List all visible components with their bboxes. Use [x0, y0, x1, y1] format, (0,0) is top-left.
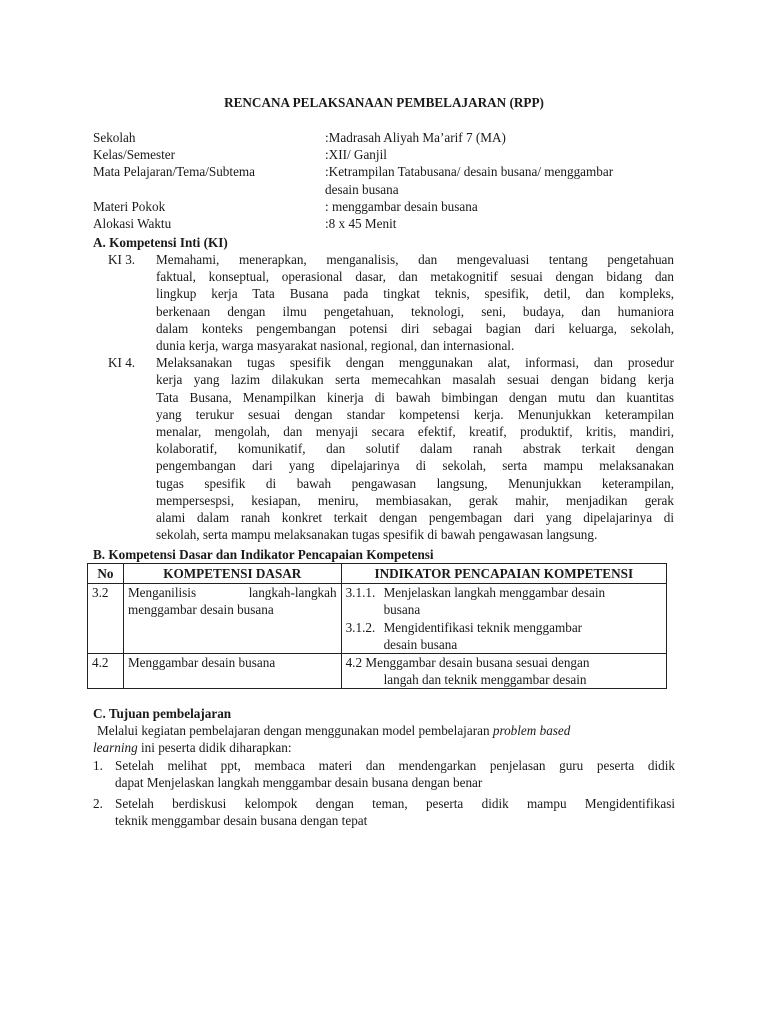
text-line: menggambar desain busana — [127, 602, 274, 618]
text-line: dalam konteks pengembangan potensi diri sebagai bagian dari keluarga, sekolah, — [156, 320, 674, 336]
column-header: INDIKATOR PENCAPAIAN KOMPETENSI — [341, 564, 666, 584]
section-heading-ki: A. Kompetensi Inti (KI) — [93, 235, 228, 250]
text-line: lingkup kerja Tata Busana pada tingkat teknis, spesifik, detil, dan kompleks, — [156, 286, 674, 302]
list-text — [115, 757, 675, 791]
intro-italic: problem based — [492, 723, 571, 739]
list-text — [115, 795, 675, 829]
text-line: Menganilisis langkah-langkah — [127, 585, 337, 601]
identity-value — [325, 163, 683, 197]
table-header-row — [88, 564, 667, 584]
ki-4-item — [108, 354, 674, 543]
text-line: tugas spesifik di bawah pengawasan langsung, Menunjukkan keterampilan, — [156, 475, 674, 491]
list-number: 2. — [93, 796, 103, 812]
text-line: langah dan teknik menggambar desain — [383, 672, 587, 688]
cell-kd — [123, 584, 341, 654]
identity-value-line: desain busana — [325, 181, 399, 197]
text-line: dapat Menjelaskan langkah menggambar desain busana dengan benar — [115, 774, 483, 790]
indicator-number: 3.1.1. — [345, 585, 376, 601]
tujuan-section — [93, 705, 675, 829]
intro-text: Melalui kegiatan pembelajaran dengan menggunakan model pembelajaran — [97, 723, 493, 739]
identity-block — [93, 129, 683, 232]
identity-value: :8 x 45 Menit — [325, 216, 397, 232]
identity-label: Materi Pokok — [93, 198, 166, 214]
text-line: mempersespsi, kesiapan, meniru, membiasakan, gerak mahir, menjadikan gerak — [156, 492, 674, 508]
indicator-text — [384, 584, 662, 618]
text-line: Menjelaskan langkah menggambar desain — [383, 585, 606, 601]
ki-number: KI 3. — [108, 252, 136, 267]
ki-text — [156, 251, 674, 354]
text-line: kerja yang lazim dilakukan serta memecahkan masalah sesuai dengan bidang kerja — [156, 372, 674, 388]
text-line: sekolah, serta mampu melaksanakan tugas spesifik di bawah pengawasan langsung. — [156, 527, 598, 543]
text-line: yang terukur sesuai dengan standar kompetensi kerja. Menunjukkan keterampilan — [156, 406, 674, 422]
text-line: teknik menggambar desain busana dengan tepat — [115, 813, 368, 829]
ki-number: KI 4. — [108, 355, 136, 371]
text-line: busana — [383, 602, 421, 618]
ki-text — [156, 354, 674, 543]
identity-label: Kelas/Semester — [93, 147, 176, 163]
kd-table — [87, 563, 667, 689]
cell-no: 3.2 — [88, 584, 124, 654]
intro-italic: learning — [93, 740, 138, 756]
text-line: pengembangan dari yang dipelajarinya di sekolah, serta mampu melaksanakan — [156, 458, 674, 474]
text-line: alami dalam ranah konkret terkait dengan pengembagan dari yang dipelajarinya di — [156, 510, 674, 526]
indicator-text — [384, 619, 662, 653]
page-title: RENCANA PELAKSANAAN PEMBELAJARAN (RPP) — [224, 95, 544, 110]
identity-value: :XII/ Ganjil — [325, 147, 387, 163]
identity-row — [93, 163, 683, 197]
intro-text: ini peserta didik diharapkan: — [137, 740, 292, 756]
cell-indicator — [341, 584, 666, 654]
text-line: Setelah melihat ppt, membaca materi dan mendengarkan penjelasan guru peserta didik — [115, 757, 675, 773]
identity-label: Alokasi Waktu — [93, 216, 172, 232]
tujuan-intro — [93, 722, 675, 756]
text-line: berkenaan dengan ilmu pengetahuan, teknologi, seni, budaya, dan humaniora — [156, 303, 674, 319]
list-item — [93, 757, 675, 791]
identity-value: : menggambar desain busana — [325, 198, 478, 214]
indicator-number: 3.1.2. — [345, 619, 376, 635]
text-line: 4.2 Menggambar desain busana sesuai dengan — [345, 655, 590, 671]
ki-3-item — [108, 251, 674, 354]
table-row — [88, 654, 667, 689]
list-number: 1. — [93, 757, 103, 773]
text-line: Mengidentifikasi teknik menggambar — [383, 619, 583, 635]
cell-indicator — [341, 654, 666, 689]
text-line: Melaksanakan tugas spesifik dengan menggunakan alat, informasi, dan prosedur — [156, 355, 674, 371]
text-line: Memahami, menerapkan, menganalisis, dan mengevaluasi tentang pengetahuan — [156, 252, 674, 267]
indicator-item — [346, 584, 662, 618]
column-header: KOMPETENSI DASAR — [123, 564, 341, 584]
list-item — [93, 795, 675, 829]
text-line: faktual, konseptual, operasional dasar, dan metakognitif sesuai dengan bidang dan — [156, 269, 674, 285]
identity-value-line: :Ketrampilan Tatabusana/ desain busana/ menggambar — [325, 164, 614, 180]
identity-row — [93, 215, 683, 232]
ki-list — [108, 251, 674, 543]
identity-label: Mata Pelajaran/Tema/Subtema — [93, 164, 256, 180]
indicator-item — [346, 619, 662, 653]
text-line: desain busana — [383, 636, 458, 652]
table-row — [88, 584, 667, 654]
section-heading-tujuan: C. Tujuan pembelajaran — [93, 706, 232, 721]
column-header: No — [88, 564, 124, 584]
text-line: Setelah berdiskusi kelompok dengan teman, peserta didik mampu Mengidentifikasi — [115, 796, 675, 812]
text-line: kolaboratif, komunikatif, dan solutif dalam ranah abstrak terkait dengan — [156, 441, 674, 457]
cell-kd: Menggambar desain busana — [123, 654, 341, 689]
identity-row — [93, 198, 683, 215]
identity-row — [93, 129, 683, 146]
identity-label: Sekolah — [93, 130, 136, 145]
identity-row — [93, 146, 683, 163]
identity-value: :Madrasah Aliyah Ma’arif 7 (MA) — [325, 130, 506, 145]
text-line: menalar, mengolah, dan menyaji secara efektif, kreatif, produktif, kritis, mandiri, — [156, 424, 674, 440]
text-line: dunia kerja, warga masyarakat nasional, regional, dan internasional. — [156, 338, 515, 354]
cell-no: 4.2 — [88, 654, 124, 689]
text-line: Tata Busana, Menampilkan kinerja di bawah bimbingan dengan mutu dan kuantitas — [156, 389, 674, 405]
section-heading-kd: B. Kompetensi Dasar dan Indikator Pencapaian Kompetensi — [93, 547, 434, 562]
